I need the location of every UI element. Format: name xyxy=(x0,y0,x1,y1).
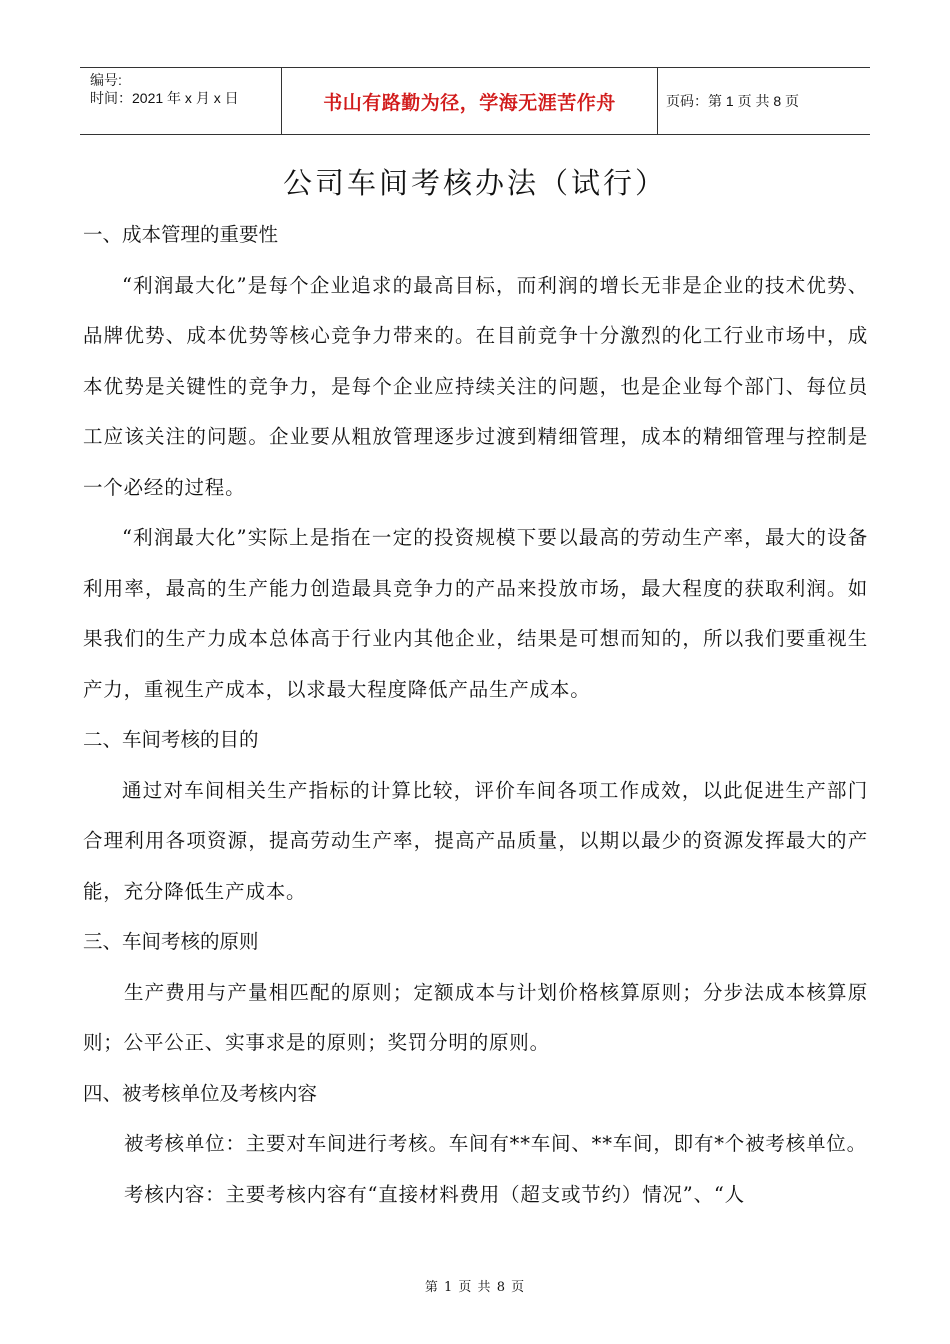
document-date-label: 时间：2021 年 x 月 x 日 xyxy=(90,90,239,106)
header-meta-cell xyxy=(80,68,282,134)
document-header xyxy=(80,67,870,135)
paragraph: “利润最大化”是每个企业追求的最高目标，而利润的增长无非是企业的技术优势、品牌优势、成本优势等核心竞争力带来的。在目前竞争十分激烈的化工行业市场中，成本优势是关键性的竞争力，是每个企业应持续关注的问题，也是企业每个部门、每位员工应该关注的问题。企业要从粗放管理逐步过渡到精细管理，成本的精细管理与控制是一个必经的过程。 xyxy=(83,273,868,499)
paragraph: 生产费用与产量相匹配的原则；定额成本与计划价格核算原则；分步法成本核算原则；公平公正、实事求是的原则；奖罚分明的原则。 xyxy=(83,980,868,1054)
header-motto-cell xyxy=(282,68,658,134)
paragraph: “利润最大化”实际上是指在一定的投资规模下要以最高的劳动生产率，最大的设备利用率，最高的生产能力创造最具竞争力的产品来投放市场，最大程度的获取利润。如果我们的生产力成本总体高于行业内其他企业，结果是可想而知的，所以我们要重视生产力，重视生产成本，以求最大程度降低产品生产成本。 xyxy=(83,526,868,701)
page-footer: 第 1 页 共 8 页 xyxy=(424,1280,526,1295)
section-heading: 二、车间考核的目的 xyxy=(83,728,259,751)
paragraph: 考核内容：主要考核内容有“直接材料费用（超支或节约）情况”、“人 xyxy=(123,1182,745,1206)
header-page-cell xyxy=(658,68,870,134)
section-heading: 四、被考核单位及考核内容 xyxy=(83,1081,318,1105)
document-body xyxy=(83,210,868,1220)
paragraph: 通过对车间相关生产指标的计算比较，评价车间各项工作成效，以此促进生产部门合理利用各项资源，提高劳动生产率，提高产品质量，以期以最少的资源发挥最大的产能，充分降低生产成本。 xyxy=(83,778,868,903)
section-heading: 三、车间考核的原则 xyxy=(83,930,259,953)
header-motto: 书山有路勤为径，学海无涯苦作舟 xyxy=(323,91,616,114)
paragraph: 被考核单位：主要对车间进行考核。车间有**车间、**车间，即有*个被考核单位。 xyxy=(123,1132,867,1155)
document-title: 公司车间考核办法（试行） xyxy=(282,166,667,200)
document-number-label: 编号: xyxy=(90,72,122,88)
header-page-number: 页码：第 1 页 共 8 页 xyxy=(666,93,800,109)
section-heading: 一、成本管理的重要性 xyxy=(83,223,279,246)
